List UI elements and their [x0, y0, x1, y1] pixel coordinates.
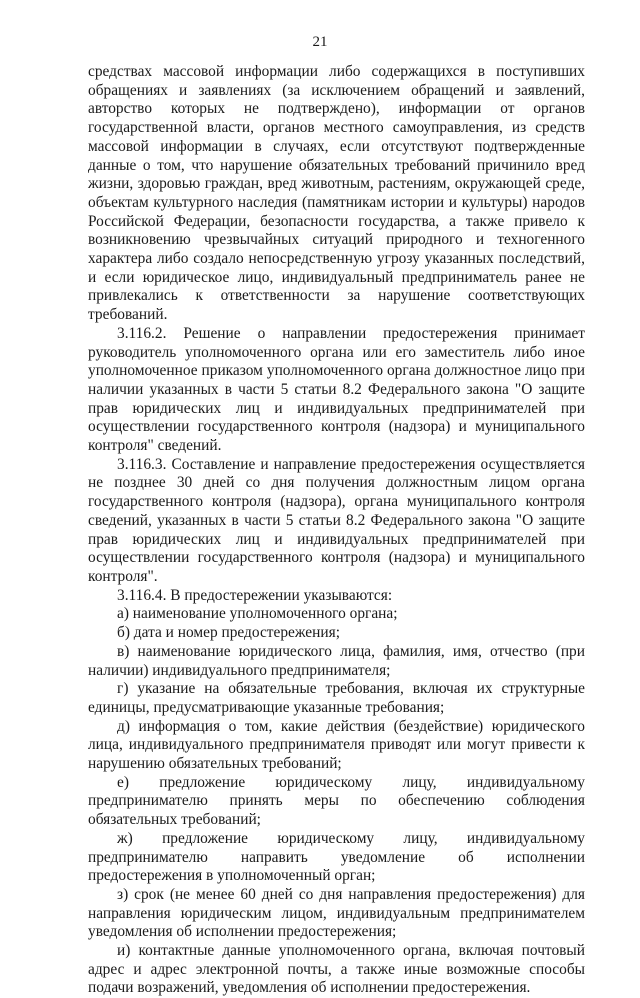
list-item-b: б) дата и номер предостережения;	[117, 624, 340, 642]
list-item-zh: ж) предложение юридическому лицу, индивидуальному предпринимателю направить уведомление об исполнении предостережения в уполномоченный орган;	[88, 829, 585, 885]
list-item-e: е) предложение юридическому лицу, индивидуальному предпринимателю принять меры по обеспечению соблюдения обязательных требований;	[88, 773, 585, 829]
paragraph-3-116-3: 3.116.3. Составление и направление предостережения осуществляется не позднее 30 дней со дня получения должностным лицом органа государственного контроля (надзора), органа муниципального контроля сведений, указанных в части 5 статьи 8.2 Федерального закона "О защите прав юридических лиц и индивидуальных предпринимателей при осуществлении государственного контроля (надзора) и муниципального контроля".	[88, 455, 585, 585]
list-item-v: в) наименование юридического лица, фамилия, имя, отчество (при наличии) индивидуального предпринимателя;	[88, 642, 585, 679]
paragraph-3-116-4: 3.116.4. В предостережении указываются:	[117, 586, 393, 604]
list-item-d: д) информация о том, какие действия (бездействие) юридического лица, индивидуального предпринимателя приводят или могут привести к нарушению обязательных требований;	[88, 717, 585, 773]
list-item-a: а) наименование уполномоченного органа;	[117, 605, 398, 623]
list-item-i: и) контактные данные уполномоченного органа, включая почтовый адрес и адрес электронной почты, а также иные возможные способы подачи возражений, уведомления об исполнении предостережения.	[88, 942, 585, 997]
list-item-g: г) указание на обязательные требования, включая их структурные единицы, предусматривающие указанные требования;	[88, 680, 585, 716]
paragraph-3-116-2: 3.116.2. Решение о направлении предостережения принимает руководитель уполномоченного органа или его заместитель либо иное уполномоченное приказом уполномоченного органа должностное лицо при наличии указанных в части 5 статьи 8.2 Федерального закона "О защите прав юридических лиц и индивидуальных предпринимателей при осуществлении государственного контроля (надзора) и муниципального контроля" сведений.	[88, 324, 585, 455]
paragraph-continuation: средствах массовой информации либо содержащихся в поступивших обращениях и заявлениях (за исключением обращений и заявлений, авторство которых не подтверждено), информации от органов государственной власти, органов местного самоуправления, из средств массовой информации в случаях, если отсутствуют подтвержденные данные о том, что нарушение обязательных требований причинило вред жизни, здоровью граждан, вред животным, растениям, окружающей среде, объектам культурного наследия (памятникам истории и культуры) народов Российской Федерации, безопасности государства, а также привело к возникновению чрезвычайных ситуаций природного и техногенного характера либо создало непосредственную угрозу указанных последствий, и если юридическое лицо, индивидуальный предприниматель ранее не привлекались к ответственности за нарушение соответствующих требований.	[88, 63, 585, 324]
document-body	[88, 63, 585, 998]
list-item-z: з) срок (не менее 60 дней со дня направления предостережения) для направления юридическим лицом, индивидуальным предпринимателем уведомления об исполнении предостережения;	[88, 885, 585, 941]
page-number: 21	[312, 34, 328, 50]
